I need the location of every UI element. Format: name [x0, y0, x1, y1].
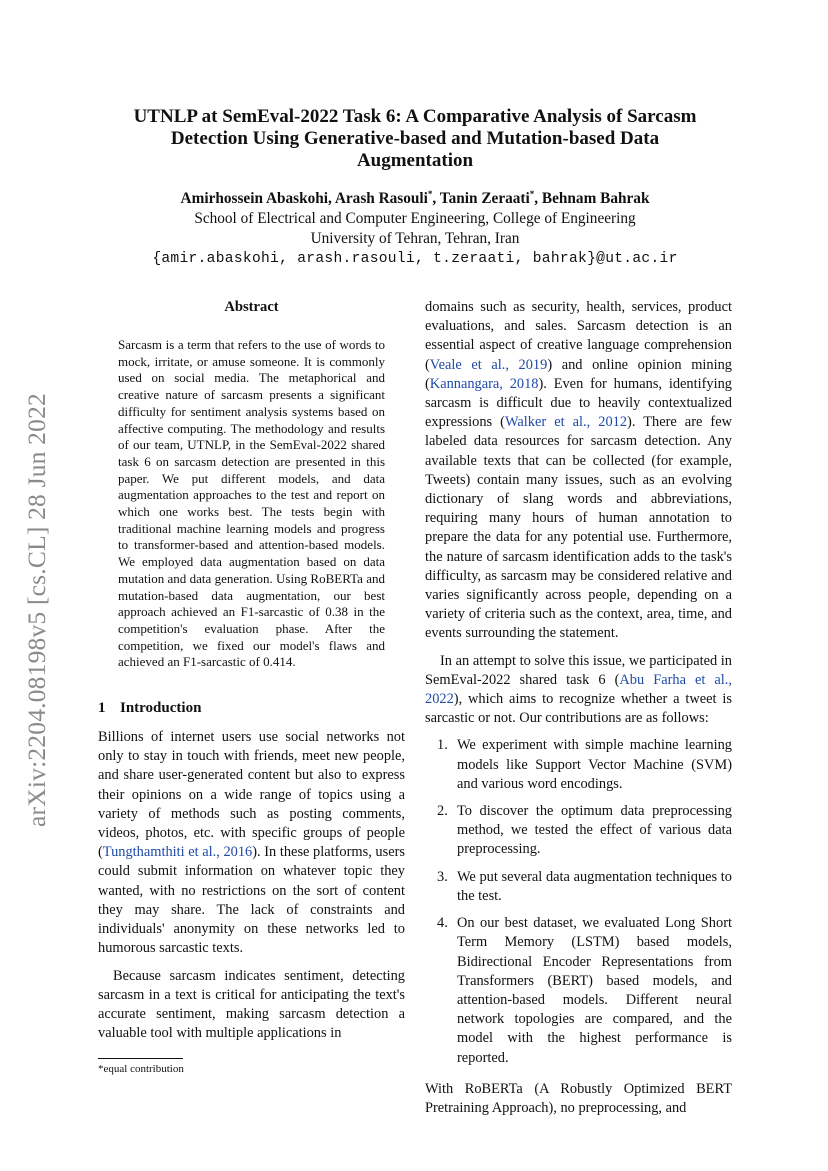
list-item: 4. On our best dataset, we evaluated Long Short Term Memory (LSTM) based models, Bidirectional Encoder Representations from Transformers (BERT) based models, and attention-based models. Different neural network topologies are compared, and the model with the highest performance is reported.: [437, 915, 732, 1066]
affiliation-location: University of Tehran, Tehran, Iran: [310, 230, 520, 247]
citation-link[interactable]: Kannangara, 2018: [429, 375, 539, 392]
equal-contribution-mark: *: [529, 188, 535, 199]
list-number: 2.: [437, 803, 448, 820]
affiliation: School of Electrical and Computer Engineering, College of Engineering: [194, 210, 636, 227]
equal-contribution-mark: *: [427, 188, 433, 199]
right-column: [425, 298, 732, 1126]
footnote: *equal contribution: [98, 1063, 184, 1075]
contributions-list: [425, 736, 732, 1067]
arxiv-identifier: arXiv:2204.08198v5 [cs.CL] 28 Jun 2022: [22, 393, 51, 827]
paper-title: [100, 106, 730, 172]
body-paragraph: domains such as security, health, services, product evaluations, and sales. Sarcasm detection is an essential aspect of creative language comprehension (Veale et al., 2019) and online opinion mining (Kannangara, 2018). Even for humans, identifying sarcasm is difficult due to heavily contextualized expressions (Walker et al., 2012). There are few labeled data resources for sarcasm detection. Any available texts that can be collected (for example, Tweets) contain many issues, such as an evolving dictionary of slang words and abbreviations, requiring many hours of human annotation to prepare the data for any potential use. Furthermore, the nature of sarcasm identification adds to the task's difficulty, as sarcasm may be considered relative and varies significantly across people, depending on a variety of criteria such as the context, area, time, and events surrounding the statement.: [425, 299, 733, 642]
body-paragraph: With RoBERTa (A Robustly Optimized BERT Pretraining Approach), no preprocessing, and: [425, 1080, 732, 1116]
list-number: 1.: [437, 737, 448, 754]
list-item: 1. We experiment with simple machine learning models like Support Vector Machine (SVM) and various word encodings.: [437, 737, 732, 792]
title-line: Augmentation: [356, 150, 474, 171]
title-line: UTNLP at SemEval-2022 Task 6: A Comparative Analysis of Sarcasm: [133, 106, 697, 127]
title-line: Detection Using Generative-based and Mutation-based Data: [170, 128, 660, 149]
citation-link[interactable]: Tungthamthiti et al., 2016: [102, 844, 253, 861]
abstract-text: Sarcasm is a term that refers to the use of words to mock, irritate, or amuse someone. It is commonly used on social media. The metaphorical and creative nature of sarcasm presents a significant difficulty for sentiment analysis systems based on affective computing. The methodology and results of our team, UTNLP, in the SemEval-2022 shared task 6 on sarcasm detection are presented in this paper. We put different models, and data augmentation approaches to the test and report on which one works best. The tests begin with traditional machine learning models and progress to transformer-based and attention-based models. We employed data augmentation based on data mutation and data generation. Using RoBERTa and mutation-based data augmentation, our best approach achieved an F1-sarcastic of 0.38 in the competition's evaluation phase. After the competition, we fixed our model's flaws and achieved an F1-sarcastic of 0.414.: [118, 337, 385, 670]
section-number: 1: [98, 700, 106, 717]
intro-paragraph: Because sarcasm indicates sentiment, detecting sarcasm in a text is critical for anticipating the text's accurate sentiment, making sarcasm detection a valuable tool with multiple applications in: [98, 967, 405, 1042]
list-item: 2. To discover the optimum data preprocessing method, we tested the effect of various data preprocessing.: [437, 803, 732, 858]
abstract-heading: Abstract: [224, 299, 279, 315]
citation-link[interactable]: Abu Farha et al., 2022: [425, 671, 732, 708]
list-item: 3. We put several data augmentation techniques to the test.: [437, 868, 732, 904]
left-column: [98, 298, 405, 1051]
arxiv-sidebar: [15, 370, 59, 850]
citation-link[interactable]: Walker et al., 2012: [504, 414, 628, 431]
intro-paragraph: Billions of internet users use social networks not only to stay in touch with friends, meet new people, and share user-generated content but also to express their opinions on a wide range of topics using a variety of methods such as posting comments, videos, photos, etc. with specific groups of people (Tungthamthiti et al., 2016). In these platforms, users could submit information on whatever topic they wanted, with no restrictions on the sort of content they may share. The lack of constraints and individuals' anonymity on these networks led to humorous sarcastic texts.: [98, 729, 406, 957]
author-block: [100, 189, 730, 269]
author-emails: {amir.abaskohi, arash.rasouli, t.zeraati, bahrak}@ut.ac.ir: [152, 251, 678, 267]
section-heading-introduction: [98, 699, 405, 718]
body-paragraph: In an attempt to solve this issue, we participated in SemEval-2022 shared task 6 (Abu Farha et al., 2022), which aims to recognize whether a tweet is sarcastic or not. Our contributions are as follows:: [425, 652, 732, 727]
list-number: 3.: [437, 868, 448, 885]
citation-link[interactable]: Veale et al., 2019: [429, 356, 548, 373]
list-number: 4.: [437, 915, 448, 932]
section-title: Introduction: [120, 700, 202, 717]
author-names: Amirhossein Abaskohi, Arash Rasouli*, Tanin Zeraati*, Behnam Bahrak: [180, 188, 650, 207]
footnote-rule: [98, 1058, 183, 1059]
